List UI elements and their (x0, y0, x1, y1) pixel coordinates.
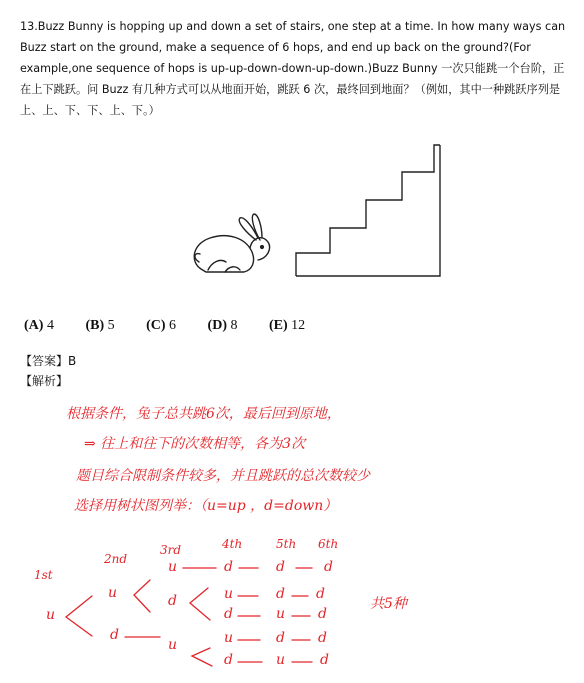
tree-node: d (224, 559, 233, 575)
tree-node: u (276, 652, 286, 668)
tree-node-3rd-c: u (168, 637, 178, 653)
tree-node: d (320, 652, 329, 668)
handwriting-line-1: 根据条件，兔子总共跳6次，最后回到原地， (66, 406, 341, 422)
tree-node: u (224, 586, 234, 602)
option-a: (A) 4 (24, 318, 54, 333)
tree-node-3rd-a: u (168, 559, 178, 575)
tree-node-1st: u (46, 607, 56, 623)
tree-header-2nd: 2nd (104, 552, 128, 566)
tree-header-3rd: 3rd (160, 543, 182, 557)
tree-node: d (324, 559, 333, 575)
handwriting-line-4: 选择用树状图列举：（u=up ，d=down） (74, 498, 338, 514)
tree-node: d (276, 586, 285, 602)
total-count-note: 共5种 (370, 596, 407, 612)
question-text: 13.Buzz Bunny is hopping up and down a set of stairs, one step at a time. In how many ways can Buzz start on the ground, make a sequence of 6 hops, and end up back on the ground?(For example,one sequence of hops is up-up-down-down-up-down.)Buzz Bunny 一次只能跳一个台阶，正在上下跳跃。问 Buzz 有几种方式可以从地面开始，跳跃 6 次，最终回到地面？（例如，其中一种跳跃序列是上、上、下、下、上、下。） (20, 20, 566, 117)
handwriting-line-2: ⇒ 往上和往下的次数相等，各为3次 (84, 436, 306, 452)
tree-node: d (276, 630, 285, 646)
tree-node: d (224, 606, 233, 622)
answer-label: 【答案】 (20, 354, 69, 368)
tree-node: d (316, 586, 325, 602)
analysis-label: 【解析】 (20, 374, 69, 388)
option-c: (C) 6 (146, 318, 177, 333)
tree-node: d (276, 559, 285, 575)
answer-value: B (68, 354, 77, 368)
tree-node: d (224, 652, 233, 668)
tree-node: d (318, 606, 327, 622)
option-e: (E) 12 (268, 318, 306, 333)
tree-node: u (276, 606, 286, 622)
option-d: (D) 8 (207, 318, 238, 333)
tree-header-1st: 1st (34, 568, 53, 582)
tree-header-5th: 5th (276, 537, 297, 551)
option-b: (B) 5 (85, 318, 115, 333)
tree-node: d (318, 630, 327, 646)
tree-header-6th: 6th (318, 537, 339, 551)
tree-node-3rd-b: d (168, 593, 177, 609)
tree-header-4th: 4th (222, 537, 243, 551)
handwriting-line-3: 题目综合限制条件较多，并且跳跃的总次数较少 (76, 468, 370, 484)
tree-node-2nd-u: u (108, 585, 118, 601)
tree-node-2nd-d: d (110, 627, 119, 643)
tree-node: u (224, 630, 234, 646)
